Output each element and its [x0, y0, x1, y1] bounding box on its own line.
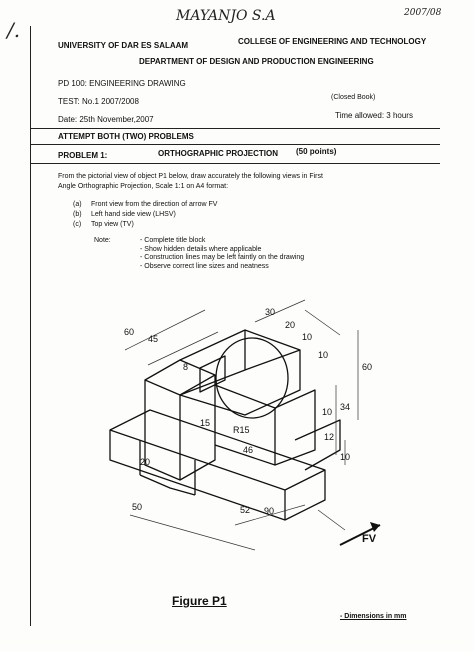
handwritten-mark: /.	[7, 18, 21, 42]
course-code: PD 100: ENGINEERING DRAWING	[58, 79, 186, 88]
handwritten-year: 2007/08	[404, 8, 442, 18]
dim-8: 8	[183, 362, 189, 372]
intro-line-2: Angle Orthographic Projection, Scale 1:1 on A4 format:	[58, 183, 229, 190]
dim-60-top: 60	[124, 327, 135, 337]
divider	[30, 128, 440, 129]
divider	[30, 144, 440, 145]
problem-points: (50 points)	[296, 147, 337, 156]
dim-10-top: 10	[302, 332, 313, 342]
test-number: TEST: No.1 2007/2008	[58, 97, 139, 106]
note-item: - Complete title block	[140, 237, 206, 244]
task-item: (b) Left hand side view (LHSV)	[73, 211, 176, 218]
task-item: (c) Top view (TV)	[73, 221, 134, 228]
college-name: COLLEGE OF ENGINEERING AND TECHNOLOGY	[238, 37, 427, 46]
task-list	[73, 200, 217, 230]
dim-46: 46	[243, 445, 254, 455]
dim-52: 52	[240, 505, 251, 515]
dim-10-right: 10	[322, 407, 333, 417]
closed-book: (Closed Book)	[331, 94, 376, 101]
task-item: (a) Front view from the direction of arrow FV	[73, 201, 218, 208]
dim-50: 50	[132, 502, 143, 512]
dim-30: 30	[265, 307, 276, 317]
note-item: - Observe correct line sizes and neatness	[140, 262, 269, 270]
test-date: Date: 25th November,2007	[58, 115, 154, 124]
time-allowed: Time allowed: 3 hours	[335, 111, 413, 120]
intro-line-1: From the pictorial view of object P1 below, draw accurately the following views in First	[58, 173, 323, 180]
dim-34: 34	[340, 402, 351, 412]
dim-15: 15	[200, 418, 211, 428]
dim-20-low: 20	[140, 457, 151, 467]
note-item: - Construction lines may be left faintly on the drawing	[140, 254, 305, 261]
fv-label: FV	[362, 533, 377, 545]
dim-45: 45	[148, 334, 159, 344]
dim-10-low: 10	[340, 452, 351, 462]
dim-90: 90	[264, 506, 275, 516]
note-item: - Show hidden details where applicable	[140, 245, 262, 253]
notes-list	[140, 237, 304, 271]
problem-label: PROBLEM 1:	[58, 151, 108, 160]
handwritten-name: MAYANJO S.A	[176, 8, 276, 24]
figure-caption: Figure P1	[172, 594, 227, 608]
dim-12: 12	[324, 432, 335, 442]
divider	[30, 163, 440, 164]
dim-20-top: 20	[285, 320, 296, 330]
pictorial-drawing	[40, 290, 440, 580]
note-label: Note:	[94, 237, 111, 244]
department-name: DEPARTMENT OF DESIGN AND PRODUCTION ENGINEERING	[139, 57, 374, 66]
instruction: ATTEMPT BOTH (TWO) PROBLEMS	[58, 132, 194, 141]
university-name: UNIVERSITY OF DAR ES SALAAM	[58, 41, 189, 50]
problem-title: ORTHOGRAPHIC PROJECTION	[158, 149, 279, 158]
dimensions-note: - Dimensions in mm	[340, 613, 407, 620]
dim-10-mid: 10	[318, 350, 329, 360]
dim-60-right: 60	[362, 362, 373, 372]
dim-r15: R15	[233, 425, 250, 435]
